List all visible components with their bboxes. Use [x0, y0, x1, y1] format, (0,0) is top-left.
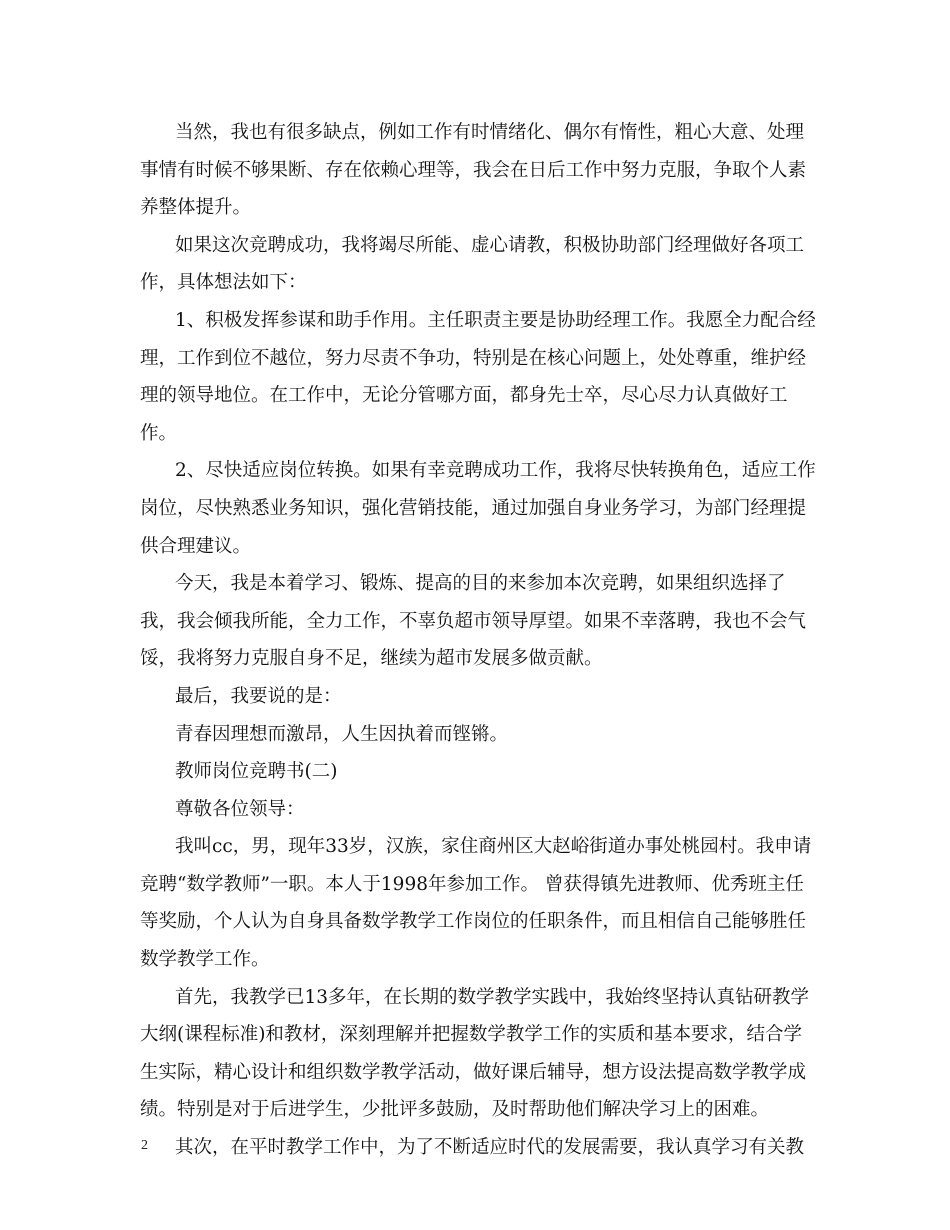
paragraph-first: 首先，我教学已13多年，在长期的数学教学实践中，我始终坚持认真钻研教学大纲(课程标准)和教材，深刻理解并把握数学教学工作的实质和基本要求，结合学生实际，精心设计和组织数学教学活动，做好课后辅导，想方设法提高数学教学成绩。特别是对于后进学生，少批评多鼓励，及时帮助他们解决学习上的困难。 — [140, 986, 810, 1121]
salutation: 尊敬各位领导： — [175, 798, 305, 820]
paragraph-shortcomings: 当然，我也有很多缺点，例如工作有时情绪化、偶尔有惰性，粗心大意、处理事情有时候不够果断、存在依赖心理等，我会在日后工作中努力克服，争取个人素养整体提升。 — [140, 122, 807, 219]
paragraph-second: 其次，在平时教学工作中，为了不断适应时代的发展需要，我认真学习有关教 — [175, 1137, 805, 1159]
document-body — [140, 114, 820, 1167]
paragraph-introduction: 我叫cc，男，现年33岁，汉族，家住商州区大赵峪街道办事处桃园村。我申请竞聘“数学教师”一职。本人于1998年参加工作。 曾获得镇先进教师、优秀班主任等奖励，个人认为自身具备数学教学工作岗位的任职条件，而且相信自己能够胜任数学教学工作。 — [140, 836, 812, 971]
paragraph-if-successful: 如果这次竞聘成功，我将竭尽所能、虚心请教，积极协助部门经理做好各项工作，具体想法如下： — [140, 234, 805, 294]
paragraph-today: 今天，我是本着学习、锻炼、提高的目的来参加本次竞聘，如果组织选择了我，我会倾我所能，全力工作，不辜负超市领导厚望。如果不幸落聘，我也不会气馁，我将努力克服自身不足，继续为超市发展多做贡献。 — [140, 573, 807, 670]
page-number: 2 — [141, 1138, 148, 1153]
paragraph-point-1: 1、积极发挥参谋和助手作用。主任职责主要是协助经理工作。我愿全力配合经理，工作到位不越位，努力尽责不争功，特别是在核心问题上，处处尊重，维护经理的领导地位。在工作中，无论分管哪方面，都身先士卒，尽心尽力认真做好工作。 — [140, 309, 816, 444]
section-title: 教师岗位竞聘书(二) — [175, 761, 338, 783]
paragraph-motto: 青春因理想而激昂，人生因执着而铿锵。 — [175, 723, 509, 745]
paragraph-finally: 最后，我要说的是： — [175, 685, 342, 707]
paragraph-point-2: 2、尽快适应岗位转换。如果有幸竞聘成功工作，我将尽快转换角色，适应工作岗位，尽快熟悉业务知识，强化营销技能，通过加强自身业务学习，为部门经理提供合理建议。 — [140, 460, 816, 557]
